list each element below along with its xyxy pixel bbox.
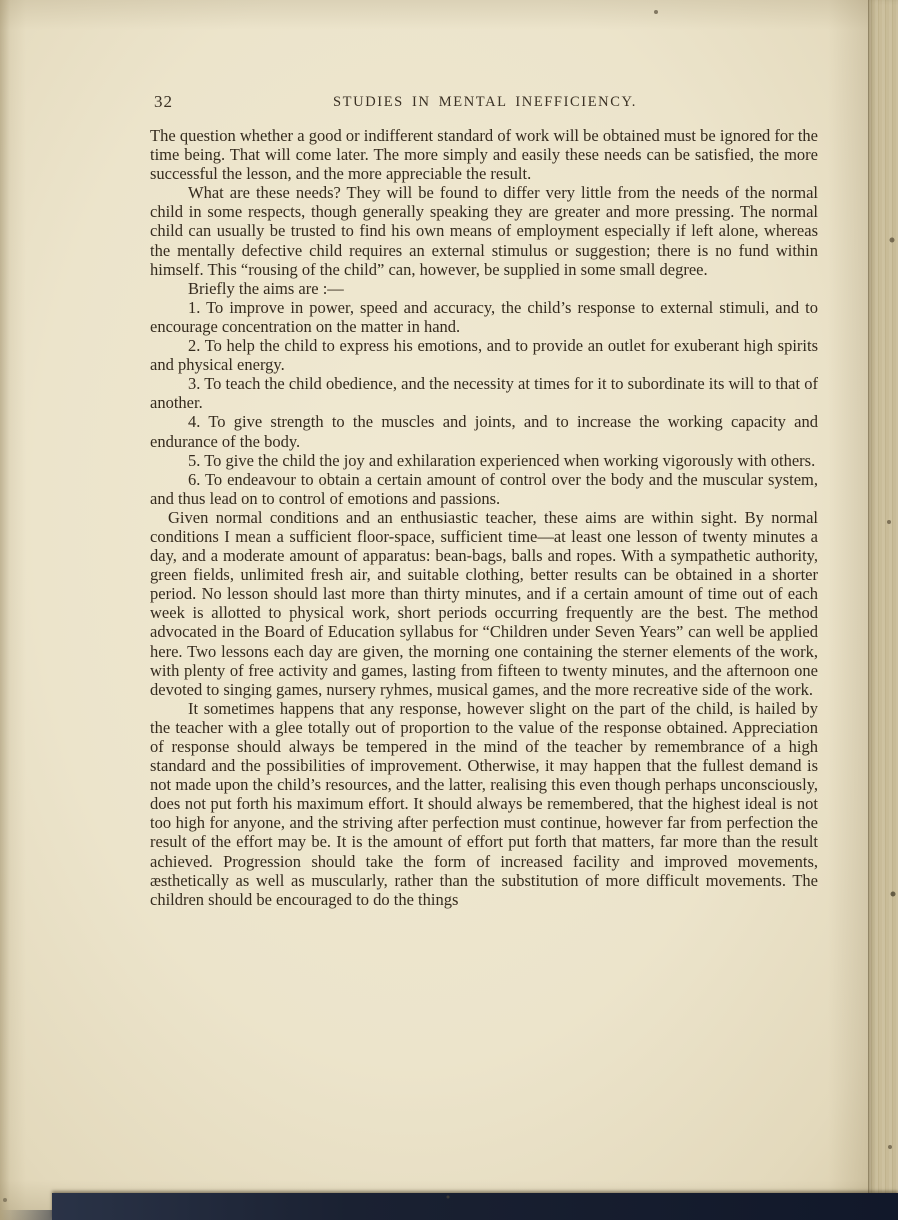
paragraph: Given normal conditions and an enthusiastic teacher, these aims are within sight. By normal conditions I mean a sufficient floor-space, sufficient time—at least one lesson of twenty minutes a day, and a moderate amount of apparatus: bean-bags, balls and ropes. With a sympathetic authority, green fields, unlimited fresh air, and suitable clothing, better results can be obtained in a shorter period. No lesson should last more than thirty minutes, and if a certain amount of time out of each week is allotted to physical work, short periods occurring frequently are the best. The method advocated in the Board of Education syllabus for “Children under Seven Years” can well be applied here. Two lessons each day are given, the morning one containing the sterner elements of the work, with plenty of free activity and games, lasting from fifteen to twenty minutes, and the afternoon one devoted to singing games, nursery ryhmes, musical games, and the more recreative side of the work. [150, 507, 818, 699]
paragraph: What are these needs? They will be found to differ very little from the needs of the normal child in some respects, though generally speaking they are greater and more pressing. The normal child can usually be trusted to find his own means of employment especially if left alone, whereas the mentally defective child requires an external stimulus or suggestion; there is no fund within himself. This “rousing of the child” can, however, be supplied in some small degree. [150, 183, 818, 279]
aim-item-3: 3. To teach the child obedience, and the necessity at times for it to subordinate its will to that of another. [150, 374, 818, 413]
running-title: STUDIES IN MENTAL INEFFICIENCY. [333, 94, 637, 110]
scan-specks [0, 0, 2, 2]
page-header [150, 92, 820, 114]
page-number: 32 [154, 92, 173, 111]
paragraph: It sometimes happens that any response, however slight on the part of the child, is hailed by the teacher with a glee totally out of proportion to the value of the response obtained. Appreciation of response should always be tempered in the mind of the teacher by remembrance of a high standard and the possibilities of improvement. Otherwise, it may happen that the fullest demand is not made upon the child’s resources, and the latter, realising this even though perhaps unconsciously, does not put forth his maximum effort. It should always be remembered, that the highest ideal is not too high for anyone, and the striving after perfection must continue, however far from perfection the result of the effort may be. It is the amount of effort put forth that matters, far more than the result achieved. Progression should take the form of increased facility and improved movements, æsthetically as well as muscularly, rather than the substitution of more difficult movements. The children should be encouraged to do the things [150, 698, 818, 909]
book-cover-edge [52, 1193, 898, 1220]
aim-item-1: 1. To improve in power, speed and accuracy, the child’s response to external stimuli, and to encourage concentration on the matter in hand. [150, 297, 818, 336]
paragraph: The question whether a good or indifferent standard of work will be obtained must be ignored for the time being. That will come later. The more simply and easily these needs can be satisfied, the more successful the lesson, and the more appreciable the result. [150, 126, 818, 184]
aim-item-5: 5. To give the child the joy and exhilaration experienced when working vigorously with others. [188, 450, 816, 470]
page-body [150, 126, 818, 909]
paragraph-aims-intro: Briefly the aims are :— [188, 278, 344, 298]
page-stack-edge [868, 0, 898, 1194]
aim-item-6: 6. To endeavour to obtain a certain amount of control over the body and the muscular system, and thus lead on to control of emotions and passions. [150, 469, 818, 508]
aim-item-4: 4. To give strength to the muscles and joints, and to increase the working capacity and endurance of the body. [150, 412, 818, 451]
aim-item-2: 2. To help the child to express his emotions, and to provide an outlet for exuberant high spirits and physical energy. [150, 336, 818, 375]
